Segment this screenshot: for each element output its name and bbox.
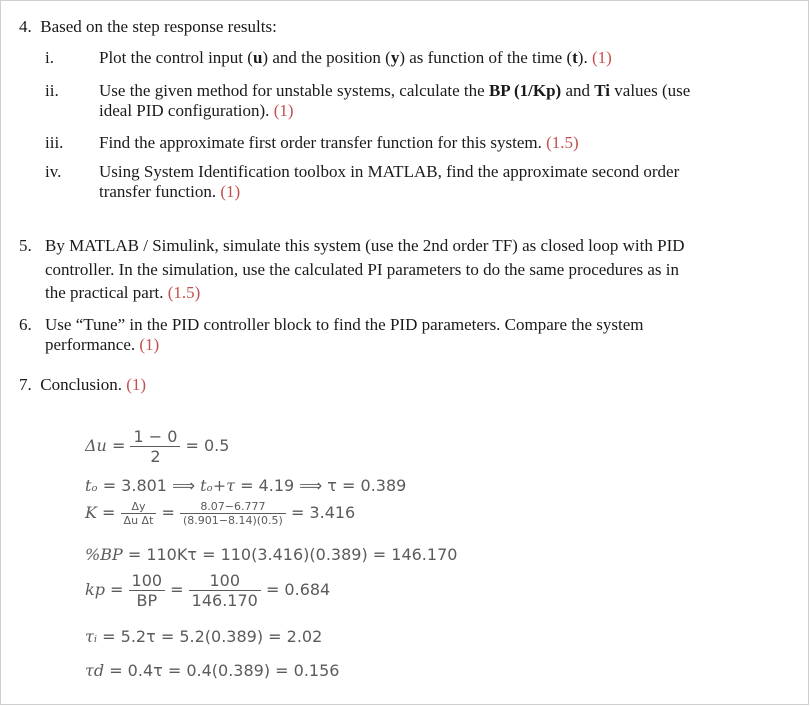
fraction <box>130 427 180 466</box>
q4-item-iv-line-1: Using System Identification toolbox in MATLAB, find the approximate second order <box>99 162 680 181</box>
equals-sign: = <box>170 580 184 599</box>
kp-symbol: kp <box>85 580 105 599</box>
bp-expression: = 110Kτ = 110(3.416)(0.389) = 146.170 <box>127 545 458 564</box>
q4-item-iii-number: iii. <box>45 133 64 152</box>
q4-item-i-number: i. <box>45 48 54 67</box>
to-plus-tau: tₒ+τ <box>200 476 235 495</box>
q4-item-ii-bold-ti: Ti <box>594 81 611 100</box>
q6-line-1: Use “Tune” in the PID controller block to find the PID parameters. Compare the system <box>45 315 644 334</box>
q4-item-ii-line-1 <box>99 81 690 101</box>
q4-text: Based on the step response results: <box>40 17 277 36</box>
q4-item-iv-number: iv. <box>45 162 62 181</box>
q4-item-ii-line-2 <box>99 101 294 121</box>
equation-gain-k <box>85 500 355 527</box>
fraction-denominator: BP <box>129 590 166 610</box>
q4-number: 4. <box>19 17 32 36</box>
tau-result: ⟹ τ = 0.389 <box>299 476 407 495</box>
equals-sign: = <box>110 580 124 599</box>
q4-item-i-text-4: ). <box>577 48 588 67</box>
q4-item-i-text-2: ) and the position ( <box>262 48 391 67</box>
equals-sign: = <box>111 436 126 455</box>
q4-item-ii-bold-bp: BP (1/Kp) <box>488 81 562 100</box>
q4-item-iii-points: (1.5) <box>546 133 579 152</box>
fraction <box>121 500 157 527</box>
k-symbol: K <box>85 503 97 522</box>
q4-item-iv-points: (1) <box>220 182 241 201</box>
equation-td <box>85 661 339 680</box>
q4-item-i-text-3: ) as function of the time ( <box>399 48 573 67</box>
fraction-numerator: 100 <box>131 571 163 590</box>
q6-line-2 <box>45 335 159 355</box>
delta-u-symbol: Δu <box>85 436 107 455</box>
q4-item-iii-text: Find the approximate first order transfer function for this system. <box>99 133 542 152</box>
q6-number: 6. <box>19 315 32 334</box>
q7-number: 7. <box>19 375 32 394</box>
k-result: = 3.416 <box>290 503 356 522</box>
fraction-denominator: 2 <box>130 446 180 466</box>
kp-result: = 0.684 <box>265 580 331 599</box>
q7-text: Conclusion. <box>40 375 122 394</box>
equals-sign: = <box>161 503 175 522</box>
equation-to-tau <box>85 476 406 495</box>
q4-item-iv-line-2 <box>99 182 240 202</box>
to-plus-tau-value: = 4.19 <box>240 476 295 495</box>
q6-points: (1) <box>139 335 160 354</box>
fraction <box>180 500 286 527</box>
q4 <box>19 17 277 37</box>
to-value: = 3.801 ⟹ <box>102 476 196 495</box>
q4-item-iv-text: transfer function. <box>99 182 217 201</box>
td-symbol: τd <box>85 661 105 680</box>
ti-symbol: τᵢ <box>85 627 98 646</box>
fraction <box>129 571 166 610</box>
q4-item-ii-points: (1) <box>273 101 294 120</box>
equals-sign: = <box>102 503 116 522</box>
bp-symbol: %BP <box>85 545 123 564</box>
ti-expression: = 5.2τ = 5.2(0.389) = 2.02 <box>102 627 323 646</box>
q4-item-iii <box>99 133 579 153</box>
fraction-numerator: Δy <box>131 500 146 513</box>
q4-item-i-points: (1) <box>591 48 612 67</box>
q5-line-2: controller. In the simulation, use the calculated PI parameters to do the same procedures as in <box>45 260 679 279</box>
fraction-numerator: 8.07−6.777 <box>200 500 266 513</box>
q4-item-i-bold-u: u <box>252 48 263 67</box>
fraction-denominator: (8.901−8.14)(0.5) <box>180 513 286 527</box>
q4-item-i-bold-y: y <box>390 48 400 67</box>
q5-text-3: the practical part. <box>45 283 164 302</box>
q5-line-3 <box>45 283 200 303</box>
fraction-denominator: 146.170 <box>189 590 261 610</box>
equation-bp <box>85 545 457 564</box>
q4-item-ii-text-1: Use the given method for unstable systems, calculate the <box>99 81 489 100</box>
q4-item-i-bold-t: t <box>572 48 578 67</box>
td-expression: = 0.4τ = 0.4(0.389) = 0.156 <box>109 661 340 680</box>
q4-item-i <box>99 48 612 68</box>
q4-item-ii-number: ii. <box>45 81 59 100</box>
q5-number: 5. <box>19 236 32 255</box>
fraction-numerator: 100 <box>209 571 241 590</box>
q4-item-i-text-1: Plot the control input ( <box>99 48 253 67</box>
fraction-denominator: Δu Δt <box>121 513 157 527</box>
q7 <box>19 375 146 395</box>
equation-ti <box>85 627 322 646</box>
q4-item-ii-text-3: values (use <box>610 81 691 100</box>
q4-item-ii-text-2: and <box>561 81 595 100</box>
equation-delta-u <box>85 427 229 466</box>
q7-points: (1) <box>126 375 147 394</box>
fraction-numerator: 1 − 0 <box>133 427 178 446</box>
q4-item-ii-text-4: ideal PID configuration). <box>99 101 270 120</box>
fraction <box>189 571 261 610</box>
q5-points: (1.5) <box>167 283 201 302</box>
q5-line-1: By MATLAB / Simulink, simulate this system (use the 2nd order TF) as closed loop with PID <box>45 236 685 255</box>
q6-text-2: performance. <box>45 335 136 354</box>
to-symbol: tₒ <box>85 476 98 495</box>
delta-u-result: = 0.5 <box>185 436 230 455</box>
equation-kp <box>85 571 330 610</box>
